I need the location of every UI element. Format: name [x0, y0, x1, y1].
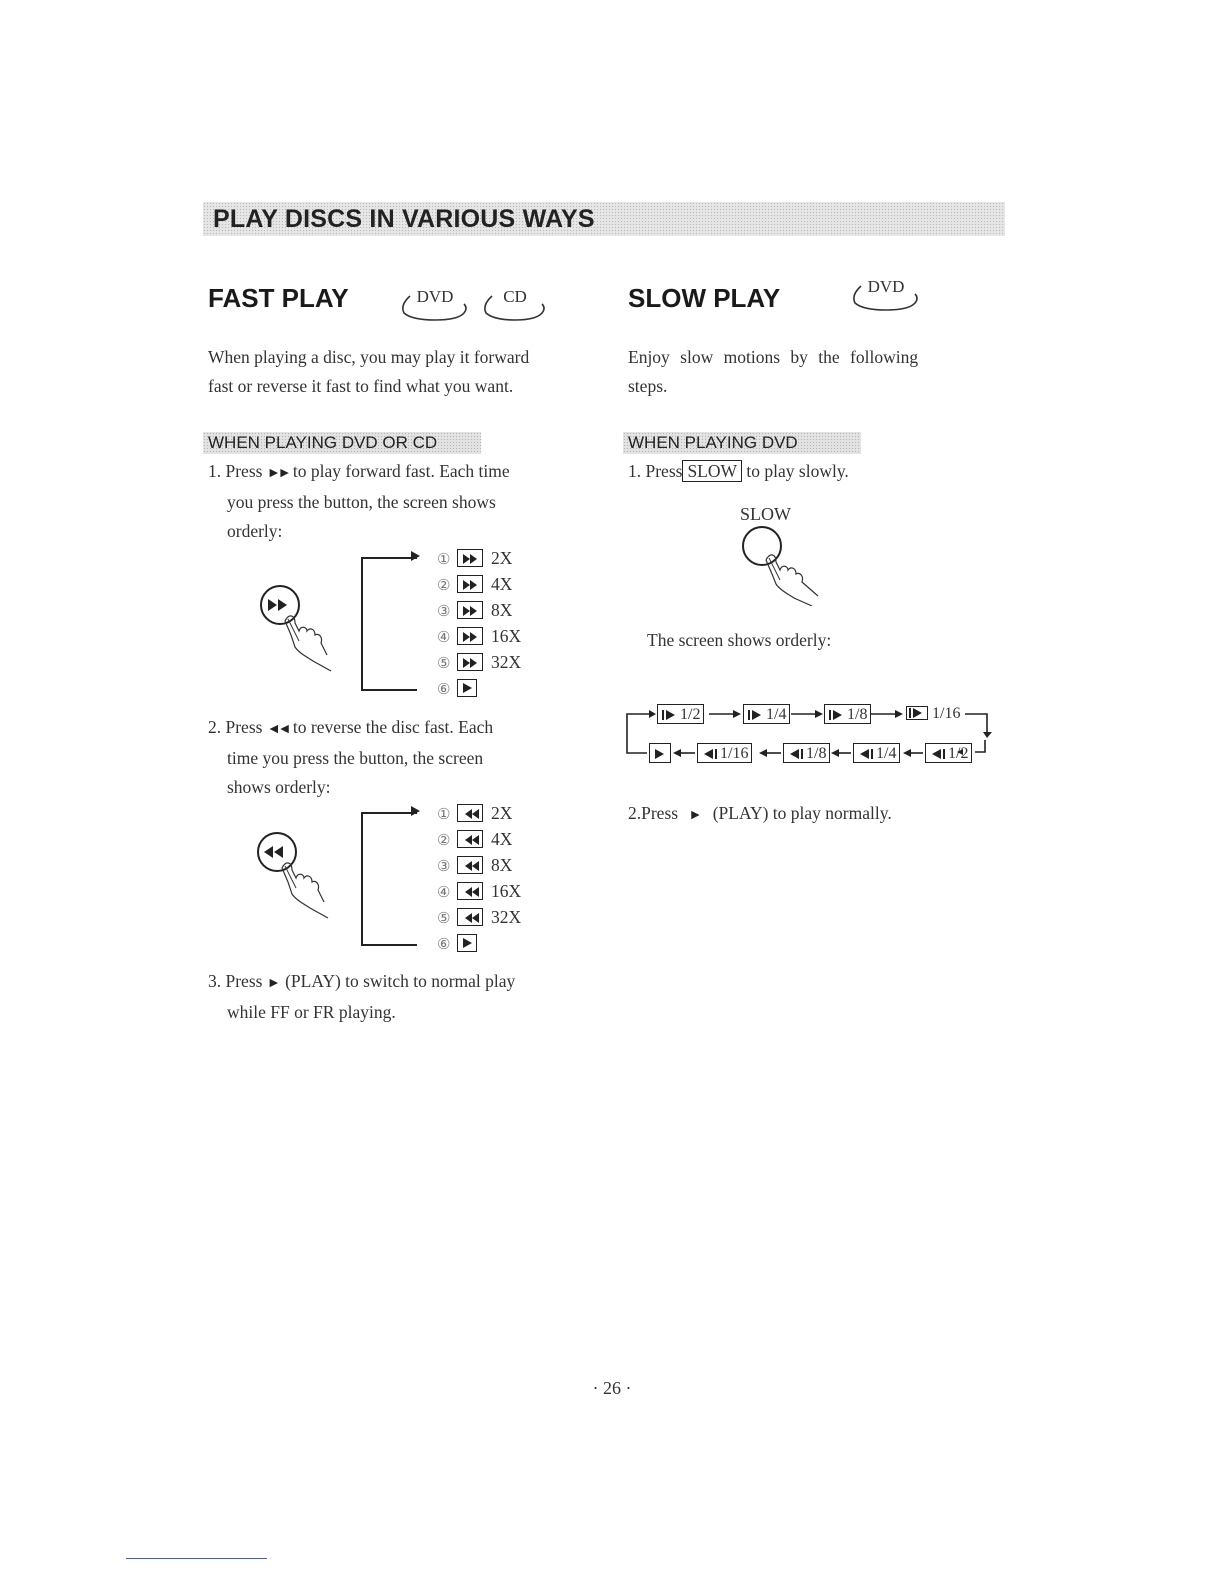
intro-line: Enjoy slow motions by the following: [628, 347, 919, 367]
list-item: ③ 8X: [437, 855, 513, 875]
fast-reverse-icon: ◄◄: [266, 722, 289, 737]
sequence-item: 1/8: [824, 704, 871, 724]
disc-label-dvd: DVD: [867, 277, 905, 296]
list-item: ⑤ 32X: [437, 907, 522, 927]
fast-reverse-icon: [457, 856, 483, 874]
banner-title: PLAY DISCS IN VARIOUS WAYS: [213, 205, 595, 233]
step-reverse-icon: [786, 748, 806, 760]
footer-divider: [126, 1558, 267, 1559]
slow-play-intro: [628, 343, 958, 401]
fast-forward-list: [437, 545, 521, 701]
step-text: time you press the button, the screen: [227, 748, 484, 768]
sequence-item: 1/2: [657, 704, 704, 724]
sequence-item: 1/16: [904, 704, 963, 724]
play-icon: ►: [266, 976, 281, 991]
sequence-item: 1/16: [697, 743, 752, 763]
step-number: 3. Press: [208, 971, 263, 991]
list-item: ① 2X: [437, 548, 513, 568]
step-reverse-icon: [928, 748, 948, 760]
sequence-item: 1/2: [925, 743, 972, 763]
list-item: ② 4X: [437, 829, 513, 849]
disc-icon: [849, 278, 923, 314]
play-icon: [649, 743, 671, 763]
disc-icon: [480, 288, 550, 324]
fast-reverse-icon: [457, 908, 483, 926]
play-icon: ►: [688, 808, 703, 823]
fast-reverse-icon: [457, 882, 483, 900]
fast-forward-icon: ►►: [266, 466, 289, 481]
slow-step-1: [628, 457, 948, 486]
fast-step-2: [208, 713, 568, 802]
subheading-dvd-cd: WHEN PLAYING DVD OR CD: [203, 432, 481, 454]
step-text: (PLAY) to play normally.: [712, 803, 892, 823]
screen-shows-text: The screen shows orderly:: [647, 630, 832, 650]
step-text: to play slowly.: [746, 461, 849, 481]
step-text: (PLAY) to switch to normal play: [285, 971, 516, 991]
step-text: orderly:: [227, 521, 283, 541]
step-text: to reverse the disc fast. Each: [292, 717, 494, 737]
fast-reverse-icon: [457, 804, 483, 822]
arrow-icon: [411, 806, 420, 816]
step-reverse-icon: [700, 748, 720, 760]
step-forward-icon: [906, 706, 928, 720]
fast-reverse-icon: [457, 830, 483, 848]
step-number: 2.Press: [628, 803, 679, 823]
fast-step-3: [208, 967, 568, 1027]
list-item: ③ 8X: [437, 600, 513, 620]
arrow-icon: [411, 551, 420, 561]
fast-step-1: [208, 457, 568, 546]
fast-forward-button-illustration: [255, 583, 345, 673]
slow-key: SLOW: [682, 460, 742, 482]
step-text: you press the button, the screen shows: [227, 492, 496, 512]
sequence-item: 1/4: [853, 743, 900, 763]
step-reverse-icon: [856, 748, 876, 760]
fast-forward-icon: [457, 627, 483, 645]
play-icon: [457, 934, 477, 952]
fast-reverse-list: [437, 800, 521, 956]
slow-step-2: [628, 799, 892, 830]
list-item: ④ 16X: [437, 881, 522, 901]
list-item: ⑥: [437, 675, 521, 701]
sequence-item: 1/8: [783, 743, 830, 763]
fast-reverse-button-illustration: [252, 830, 342, 920]
slow-button-label: SLOW: [740, 504, 791, 524]
list-item: ② 4X: [437, 574, 513, 594]
step-number: 2. Press: [208, 717, 263, 737]
page-number: · 26 ·: [592, 1378, 632, 1398]
disc-label-cd: CD: [503, 287, 527, 306]
pointing-hand-icon: [252, 830, 342, 920]
fast-forward-icon: [457, 549, 483, 567]
fast-play-intro: [208, 343, 588, 401]
disc-icon: [398, 288, 472, 324]
slow-button-illustration: [738, 526, 838, 606]
sequence-bracket: [361, 812, 417, 946]
list-item: ① 2X: [437, 803, 513, 823]
play-icon: [457, 679, 477, 697]
list-item: ④ 16X: [437, 626, 522, 646]
step-text: while FF or FR playing.: [227, 1002, 396, 1022]
step-forward-icon: [660, 709, 680, 721]
subheading-dvd: WHEN PLAYING DVD: [623, 432, 861, 454]
step-text: shows orderly:: [227, 777, 331, 797]
intro-line: fast or reverse it fast to find what you want.: [208, 376, 514, 396]
sequence-bracket: [361, 557, 417, 691]
step-number: 1. Press: [208, 461, 263, 481]
slow-sequence-diagram: [625, 700, 995, 770]
fast-forward-icon: [457, 601, 483, 619]
fast-forward-icon: [457, 575, 483, 593]
step-forward-icon: [746, 709, 766, 721]
sequence-item: 1/4: [743, 704, 790, 724]
step-number: 1. Press: [628, 461, 683, 481]
section-banner: [203, 202, 1005, 236]
intro-line: steps.: [628, 376, 668, 396]
step-text: to play forward fast. Each time: [292, 461, 510, 481]
disc-label-dvd: DVD: [416, 287, 454, 306]
fast-play-title: FAST PLAY: [208, 283, 349, 313]
intro-line: When playing a disc, you may play it forward: [208, 347, 530, 367]
slow-play-title: SLOW PLAY: [628, 283, 781, 313]
list-item: ⑥: [437, 930, 521, 956]
pointing-hand-icon: [738, 526, 838, 606]
step-forward-icon: [827, 709, 847, 721]
fast-forward-icon: [457, 653, 483, 671]
list-item: ⑤ 32X: [437, 652, 522, 672]
pointing-hand-icon: [255, 583, 345, 673]
